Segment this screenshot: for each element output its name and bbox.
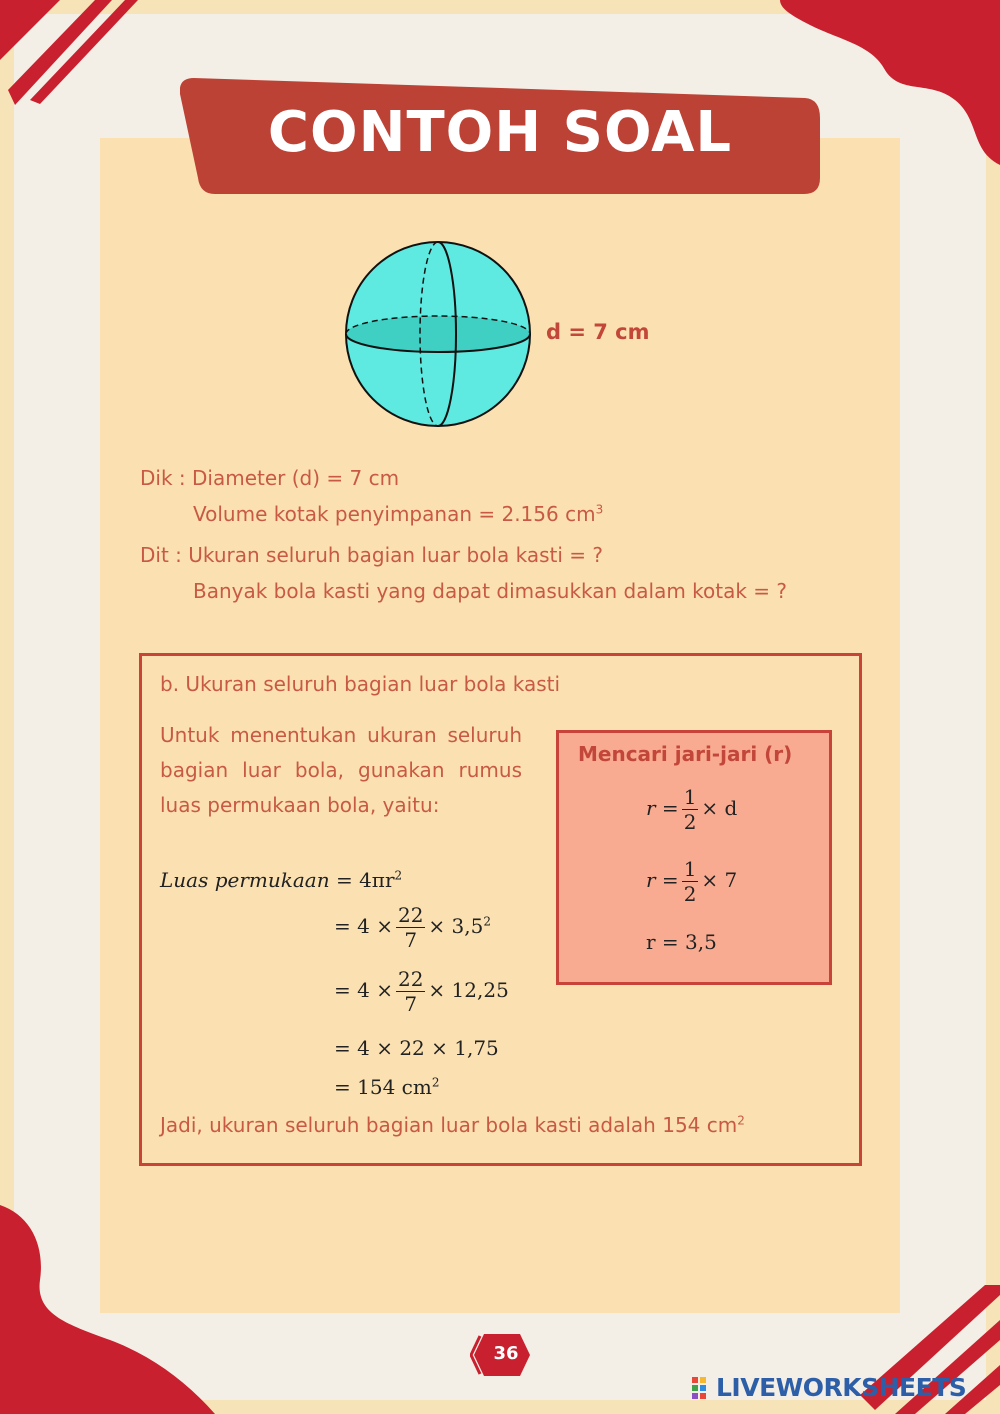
diameter-label: d = 7 cm [546, 320, 650, 344]
sphere-figure [340, 238, 540, 438]
liveworksheets-logo-icon [692, 1377, 714, 1399]
step-2: = 4 × $\frac{22}{7}$ × 12,25 [334, 967, 509, 1016]
radius-line-1: r = $\frac{1}{2}$ × d [646, 785, 738, 834]
step-4: = 154 $cm^2$ [334, 1075, 440, 1099]
step-1: = 4 × $\frac{22}{7}$ × $3,5^2$ [334, 903, 491, 952]
dit-line-2: Banyak bola kasti yang dapat dimasukkan dalam kotak = ? [193, 579, 788, 603]
step-3: = 4 × 22 × 1,75 [334, 1036, 499, 1060]
watermark: LIVEWORKSHEETS [716, 1373, 967, 1402]
dik-line-2: Volume kotak penyimpanan = 2.156 $cm^3$ [193, 502, 604, 526]
radius-line-2: r = $\frac{1}{2}$ × 7 [646, 857, 738, 906]
page-title: CONTOH SOAL [267, 100, 733, 165]
dit-line-1: Dit : Ukuran seluruh bagian luar bola kasti = ? [140, 543, 603, 567]
formula-line: Luas permukaan = $4\pi r^2$ [160, 868, 403, 892]
conclusion: Jadi, ukuran seluruh bagian luar bola kasti adalah 154 $cm^2$ [160, 1113, 745, 1137]
radius-line-3: r = 3,5 [646, 930, 717, 954]
solution-paragraph: Untuk menentukan ukuran seluruh bagian luar bola, gunakan rumus luas permukaan bola, yaitu: [160, 723, 522, 817]
radius-box-title: Mencari jari-jari (r) [578, 742, 793, 766]
dik-line-1: Dik : Diameter (d) = 7 cm [140, 466, 400, 490]
top-left-decoration [0, 0, 160, 110]
solution-heading: b. Ukuran seluruh bagian luar bola kasti [160, 672, 561, 696]
page-number: 36 [493, 1343, 519, 1364]
